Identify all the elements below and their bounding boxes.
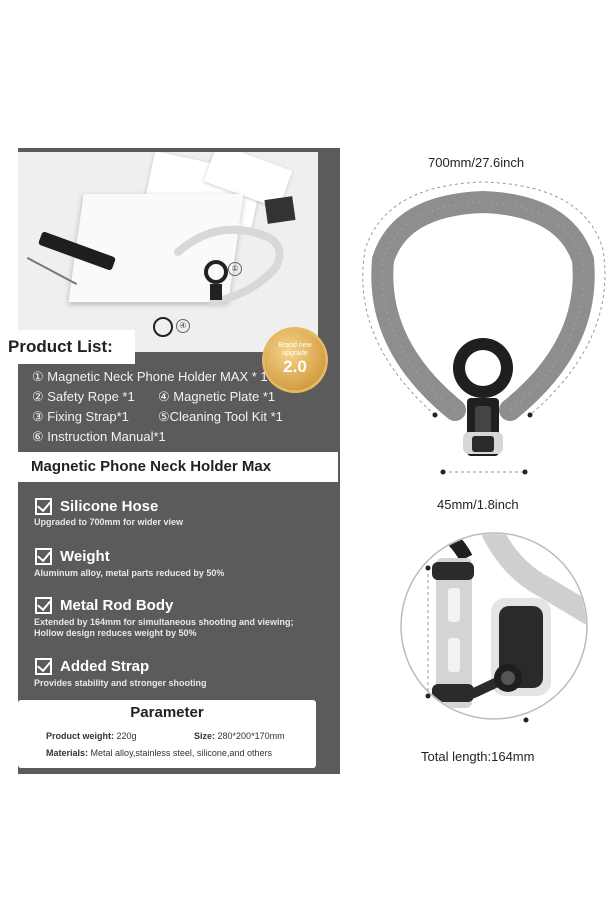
parameter-box (18, 700, 316, 768)
upgrade-badge (265, 330, 325, 390)
size-label: Size: (194, 731, 216, 741)
feature-desc: Upgraded to 700mm for wider view (34, 517, 184, 527)
checkbox-icon (35, 658, 52, 675)
badge-line2: upgrade (282, 350, 308, 357)
list-item: ② Safety Rope *1 (32, 389, 135, 404)
weight-value: 220g (116, 731, 137, 741)
feature-title: Silicone Hose (60, 498, 159, 515)
size-value: 280*200*170mm (217, 731, 285, 741)
list-item: ⑤Cleaning Tool Kit *1 (158, 409, 283, 424)
list-item: ③ Fixing Strap*1 (32, 409, 129, 424)
badge-version: 2.0 (283, 357, 307, 376)
feature-desc: Provides stability and stronger shooting (34, 678, 207, 688)
feature-title: Metal Rod Body (60, 597, 174, 614)
feature-title: Added Strap (60, 658, 150, 675)
checkbox-icon (35, 548, 52, 565)
weight-spec (46, 731, 137, 741)
list-item: ⑥ Instruction Manual*1 (32, 429, 166, 444)
parameter-title: Parameter (130, 704, 204, 721)
neck-holder-illustration (355, 170, 613, 490)
rod-detail-illustration (396, 528, 592, 724)
materials-value: Metal alloy,stainless steel, silicone,and others (90, 748, 272, 758)
feature-desc: Hollow design reduces weight by 50% (34, 628, 197, 638)
checkbox-icon (35, 498, 52, 515)
feature-desc: Aluminum alloy, metal parts reduced by 50% (34, 568, 225, 578)
badge-line1: Brand new (278, 342, 312, 349)
total-length-label: Total length:164mm (421, 749, 535, 764)
list-item: ① Magnetic Neck Phone Holder MAX * 1 (32, 369, 268, 384)
feature-title: Weight (60, 548, 110, 565)
checkbox-icon (35, 597, 52, 614)
weight-label: Product weight: (46, 731, 114, 741)
safety-rope-image (27, 257, 77, 285)
feature-desc: Extended by 164mm for simultaneous shooting and viewing; (34, 617, 294, 627)
materials-spec (46, 748, 272, 758)
product-list-heading: Product List: (0, 330, 135, 364)
hose-length-label: 700mm/27.6inch (428, 155, 525, 170)
holder-width-label: 45mm/1.8inch (437, 497, 519, 512)
callout-number: ① (228, 262, 242, 276)
list-item: ④ Magnetic Plate *1 (158, 389, 276, 404)
size-spec (194, 731, 285, 741)
product-title: Magnetic Phone Neck Holder Max (18, 452, 338, 482)
materials-label: Materials: (46, 748, 89, 758)
sticker-image (264, 196, 295, 224)
callout-number: ④ (176, 319, 190, 333)
package-contents-photo (18, 152, 318, 352)
magnetic-plate-image (148, 312, 178, 342)
